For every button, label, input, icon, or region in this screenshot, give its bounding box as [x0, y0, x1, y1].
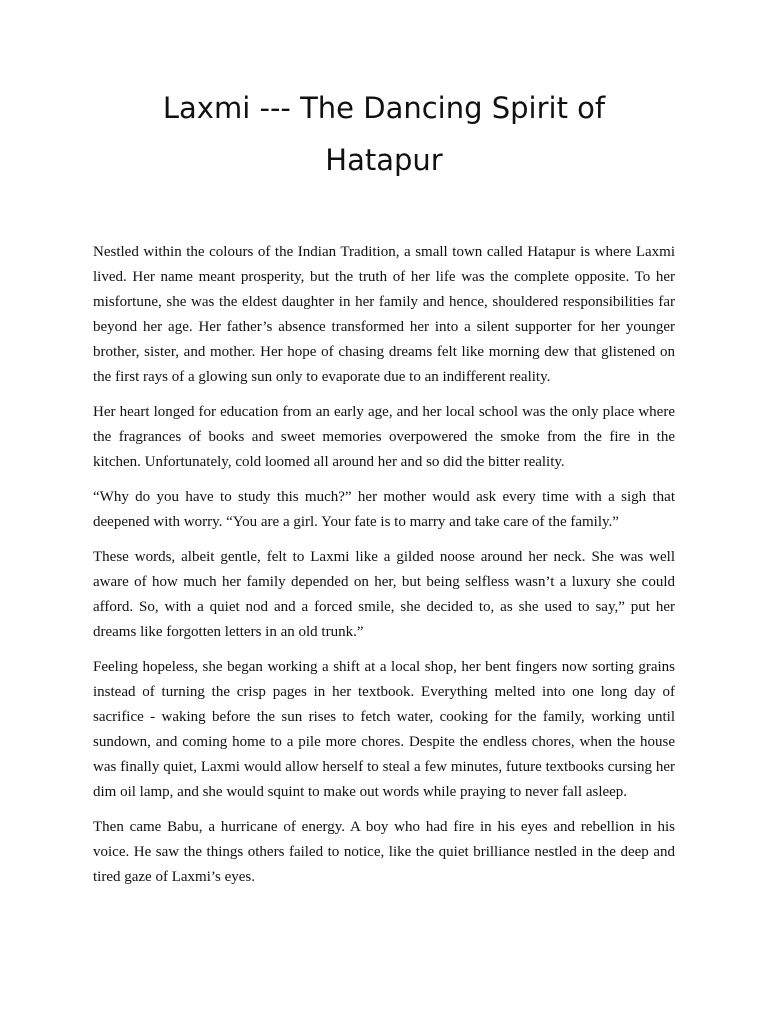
paragraph: Nestled within the colours of the Indian Tradition, a small town called Hatapur is where Laxmi lived. Her name meant prosperity, but the truth of her life was the complete opposite. To her misfortune, she was the eldest daughter in her family and hence, shouldered responsibilities far beyond her age. Her father’s absence transformed her into a silent supporter for her younger brother, sister, and mother. Her hope of chasing dreams felt like morning dew that glistened on the first rays of a glowing sun only to evaporate due to an indifferent reality. — [93, 244, 675, 385]
document-title: Laxmi --- The Dancing Spirit of Hatapur — [162, 91, 606, 177]
document-body — [93, 240, 675, 890]
paragraph: These words, albeit gentle, felt to Laxmi like a gilded noose around her neck. She was well aware of how much her family depended on her, but being selfless wasn’t a luxury she could afford. So, with a quiet nod and a forced smile, she decided to, as she used to say,” put her dreams like forgotten letters in an old trunk.” — [93, 549, 675, 640]
paragraph: Feeling hopeless, she began working a shift at a local shop, her bent fingers now sorting grains instead of turning the crisp pages in her textbook. Everything melted into one long day of sacrifice - waking before the sun rises to fetch water, cooking for the family, working until sundown, and coming home to a pile more chores. Despite the endless chores, when the house was finally quiet, Laxmi would allow herself to steal a few minutes, future textbooks cursing her dim oil lamp, and she would squint to make out words while praying to never fall asleep. — [93, 659, 675, 800]
paragraph: Her heart longed for education from an early age, and her local school was the only place where the fragrances of books and sweet memories overpowered the smoke from the fire in the kitchen. Unfortunately, cold loomed all around her and so did the bitter reality. — [93, 404, 675, 470]
paragraph: “Why do you have to study this much?” her mother would ask every time with a sigh that deepened with worry. “You are a girl. Your fate is to marry and take care of the family.” — [93, 489, 675, 530]
paragraph: Then came Babu, a hurricane of energy. A boy who had fire in his eyes and rebellion in his voice. He saw the things others failed to notice, like the quiet brilliance nestled in the deep and tired gaze of Laxmi’s eyes. — [93, 819, 675, 885]
